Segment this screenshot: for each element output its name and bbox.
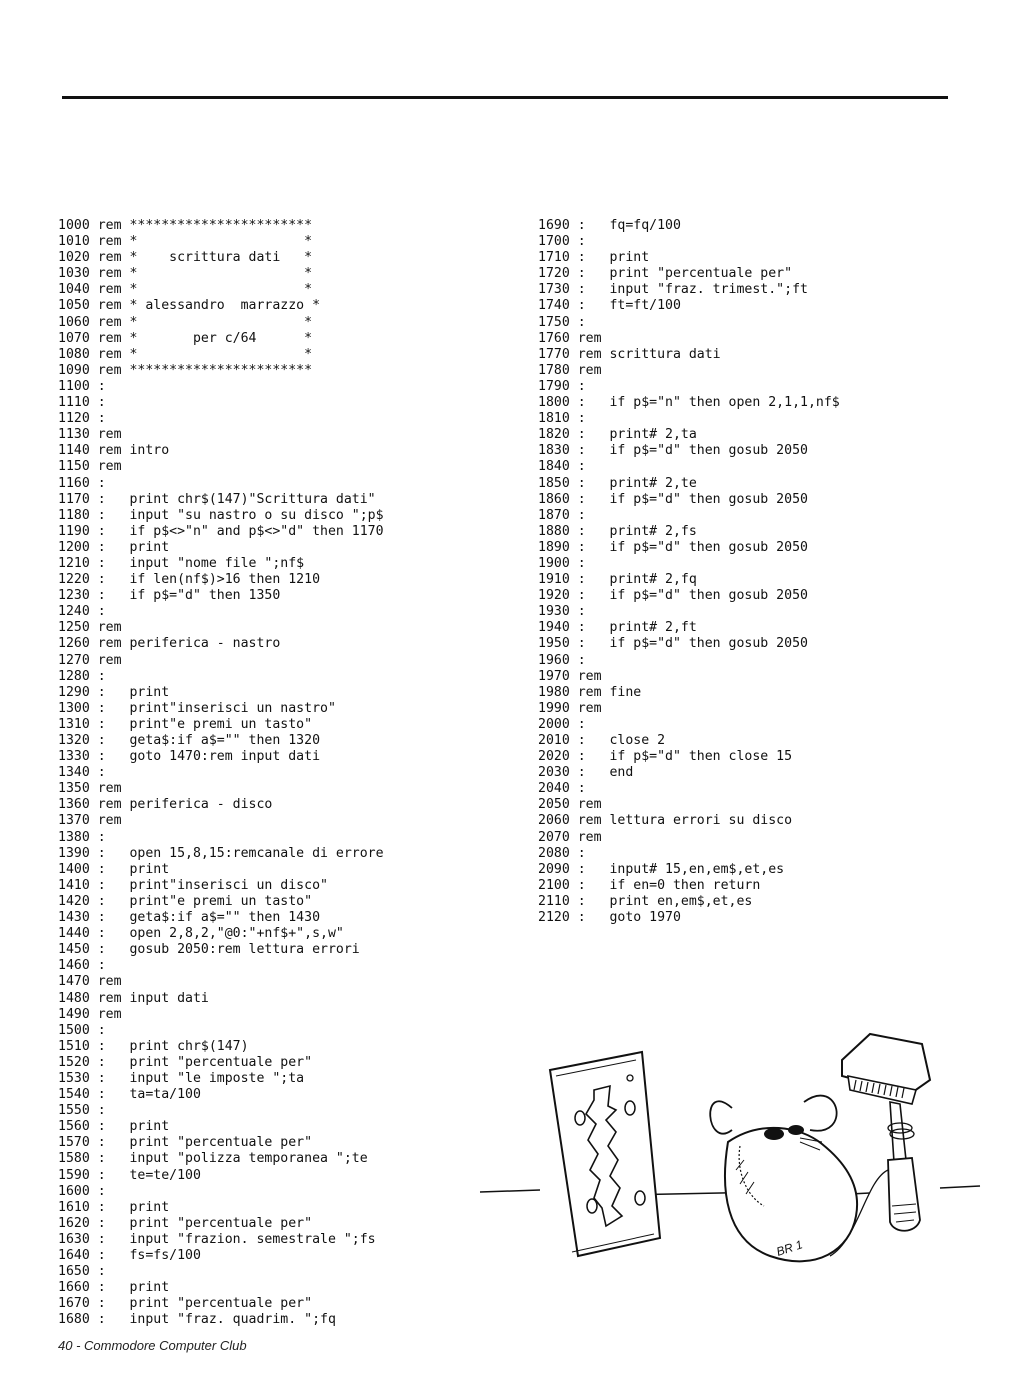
code-line: 1990 rem <box>538 700 602 716</box>
code-line: 1660 : print <box>58 1280 170 1296</box>
code-line: 2060 rem lettura errori su disco <box>538 813 793 829</box>
code-line: 1420 : print"e premi un tasto" <box>58 893 313 909</box>
code-line: 1470 rem <box>58 974 122 990</box>
code-line: 1380 : <box>58 829 106 845</box>
code-line: 1510 : print chr$(147) <box>58 1038 249 1054</box>
code-line: 1400 : print <box>58 861 170 877</box>
cartoon-illustration <box>470 1020 990 1290</box>
code-line: 1790 : <box>538 378 586 394</box>
code-line: 2000 : <box>538 716 586 732</box>
code-line: 1930 : <box>538 604 586 620</box>
top-rule <box>62 96 948 99</box>
code-line: 2080 : <box>538 845 586 861</box>
code-line: 1830 : if p$="d" then gosub 2050 <box>538 443 808 459</box>
code-line: 2050 rem <box>538 797 602 813</box>
code-line: 2010 : close 2 <box>538 733 666 748</box>
code-line: 1490 rem <box>58 1006 122 1022</box>
code-line: 1150 rem <box>58 459 122 475</box>
code-line: 1900 : <box>538 555 586 571</box>
code-line: 1300 : print"inserisci un nastro" <box>58 700 336 716</box>
code-line: 1250 rem <box>58 620 122 636</box>
code-line: 1220 : if len(nf$)>16 then 1210 <box>58 572 321 588</box>
code-line: 1000 rem *********************** <box>58 218 313 233</box>
code-line: 1890 : if p$="d" then gosub 2050 <box>538 539 808 555</box>
code-line: 1600 : <box>58 1183 106 1199</box>
code-line: 1610 : print <box>58 1199 170 1215</box>
code-line: 1110 : <box>58 395 106 411</box>
code-line: 1080 rem * * <box>58 346 313 362</box>
code-line: 1950 : if p$="d" then gosub 2050 <box>538 636 808 652</box>
code-line: 2100 : if en=0 then return <box>538 877 761 893</box>
code-line: 1550 : <box>58 1103 106 1119</box>
code-line: 1590 : te=te/100 <box>58 1167 201 1183</box>
code-line: 2030 : end <box>538 765 634 781</box>
code-line: 1140 rem intro <box>58 443 170 459</box>
code-line: 1750 : <box>538 314 586 330</box>
code-line: 1860 : if p$="d" then gosub 2050 <box>538 491 808 507</box>
code-line: 1540 : ta=ta/100 <box>58 1087 201 1103</box>
code-line: 1760 rem <box>538 330 602 346</box>
code-line: 1720 : print "percentuale per" <box>538 266 793 282</box>
code-line: 1520 : print "percentuale per" <box>58 1054 313 1070</box>
code-line: 1030 rem * * <box>58 266 313 282</box>
code-line: 1170 : print chr$(147)"Scrittura dati" <box>58 491 376 507</box>
code-line: 1560 : print <box>58 1119 170 1135</box>
code-line: 1280 : <box>58 668 106 684</box>
code-line: 1820 : print# 2,ta <box>538 427 697 443</box>
code-line: 1430 : geta$:if a$="" then 1430 <box>58 910 321 926</box>
code-line: 1710 : print <box>538 250 650 266</box>
code-line: 1200 : print <box>58 539 170 555</box>
code-line: 1940 : print# 2,ft <box>538 620 697 636</box>
mouse-character-drawing <box>710 1096 857 1262</box>
code-line: 2020 : if p$="d" then close 15 <box>538 749 793 765</box>
code-line: 1730 : input "fraz. trimest.";ft <box>538 282 808 298</box>
code-line: 1230 : if p$="d" then 1350 <box>58 588 281 604</box>
code-listing-left-column <box>58 218 488 1328</box>
code-line: 1770 rem scrittura dati <box>538 346 721 362</box>
page-footer: 40 - Commodore Computer Club <box>58 1338 247 1353</box>
code-line: 1910 : print# 2,fq <box>538 572 697 588</box>
illustration-signature: BR 1 <box>774 1237 805 1259</box>
code-line: 1060 rem * * <box>58 314 313 330</box>
code-line: 1410 : print"inserisci un disco" <box>58 877 328 893</box>
code-line: 1690 : fq=fq/100 <box>538 218 681 233</box>
code-line: 1810 : <box>538 411 586 427</box>
code-line: 1160 : <box>58 475 106 491</box>
code-line: 1050 rem * alessandro marrazzo * <box>58 298 321 314</box>
code-line: 1580 : input "polizza temporanea ";te <box>58 1151 368 1167</box>
code-line: 2120 : goto 1970 <box>538 910 681 926</box>
code-line: 1960 : <box>538 652 586 668</box>
code-line: 1450 : gosub 2050:rem lettura errori <box>58 942 360 958</box>
code-line: 1570 : print "percentuale per" <box>58 1135 313 1151</box>
code-line: 1130 rem <box>58 427 122 443</box>
code-line: 1260 rem periferica - nastro <box>58 636 281 652</box>
code-line: 1090 rem *********************** <box>58 362 313 378</box>
code-line: 1740 : ft=ft/100 <box>538 298 681 314</box>
code-line: 1970 rem <box>538 668 602 684</box>
code-line: 1350 rem <box>58 781 122 797</box>
code-line: 1370 rem <box>58 813 122 829</box>
code-line: 2070 rem <box>538 829 602 845</box>
code-line: 1360 rem periferica - disco <box>58 797 273 813</box>
code-line: 1020 rem * scrittura dati * <box>58 250 313 266</box>
code-line: 1310 : print"e premi un tasto" <box>58 716 313 732</box>
code-line: 1680 : input "fraz. quadrim. ";fq <box>58 1312 336 1328</box>
code-line: 1500 : <box>58 1022 106 1038</box>
code-line: 1240 : <box>58 604 106 620</box>
code-line: 1440 : open 2,8,2,"@0:"+nf$+",s,w" <box>58 926 344 942</box>
code-line: 1180 : input "su nastro o su disco ";p$ <box>58 507 384 523</box>
code-line: 1630 : input "frazion. semestrale ";fs <box>58 1231 376 1247</box>
code-listing-right-column <box>538 218 978 926</box>
code-line: 1290 : print <box>58 684 170 700</box>
code-line: 1920 : if p$="d" then gosub 2050 <box>538 588 808 604</box>
code-line: 1100 : <box>58 378 106 394</box>
code-line: 1070 rem * per c/64 * <box>58 330 313 346</box>
code-line: 1870 : <box>538 507 586 523</box>
code-line: 1980 rem fine <box>538 684 642 700</box>
code-line: 1330 : goto 1470:rem input dati <box>58 749 321 765</box>
code-line: 1340 : <box>58 765 106 781</box>
code-line: 1880 : print# 2,fs <box>538 523 697 539</box>
code-line: 2040 : <box>538 781 586 797</box>
code-line: 1780 rem <box>538 362 602 378</box>
code-line: 1650 : <box>58 1264 106 1280</box>
code-line: 2110 : print en,em$,et,es <box>538 893 753 909</box>
code-line: 1120 : <box>58 411 106 427</box>
code-line: 1530 : input "le imposte ";ta <box>58 1070 305 1086</box>
code-line: 1010 rem * * <box>58 234 313 250</box>
code-line: 1840 : <box>538 459 586 475</box>
code-line: 2090 : input# 15,en,em$,et,es <box>538 861 785 877</box>
code-line: 1040 rem * * <box>58 282 313 298</box>
code-line: 1210 : input "nome file ";nf$ <box>58 555 305 571</box>
code-line: 1620 : print "percentuale per" <box>58 1215 313 1231</box>
code-line: 1850 : print# 2,te <box>538 475 697 491</box>
code-line: 1320 : geta$:if a$="" then 1320 <box>58 733 321 748</box>
razor-blade-drawing <box>550 1052 660 1256</box>
code-line: 1800 : if p$="n" then open 2,1,1,nf$ <box>538 395 840 411</box>
code-line: 1670 : print "percentuale per" <box>58 1296 313 1312</box>
code-line: 1270 rem <box>58 652 122 668</box>
code-line: 1460 : <box>58 958 106 974</box>
code-line: 1700 : <box>538 234 586 250</box>
code-line: 1190 : if p$<>"n" and p$<>"d" then 1170 <box>58 523 384 539</box>
code-line: 1480 rem input dati <box>58 990 209 1006</box>
code-line: 1640 : fs=fs/100 <box>58 1248 201 1263</box>
code-line: 1390 : open 15,8,15:remcanale di errore <box>58 845 384 861</box>
